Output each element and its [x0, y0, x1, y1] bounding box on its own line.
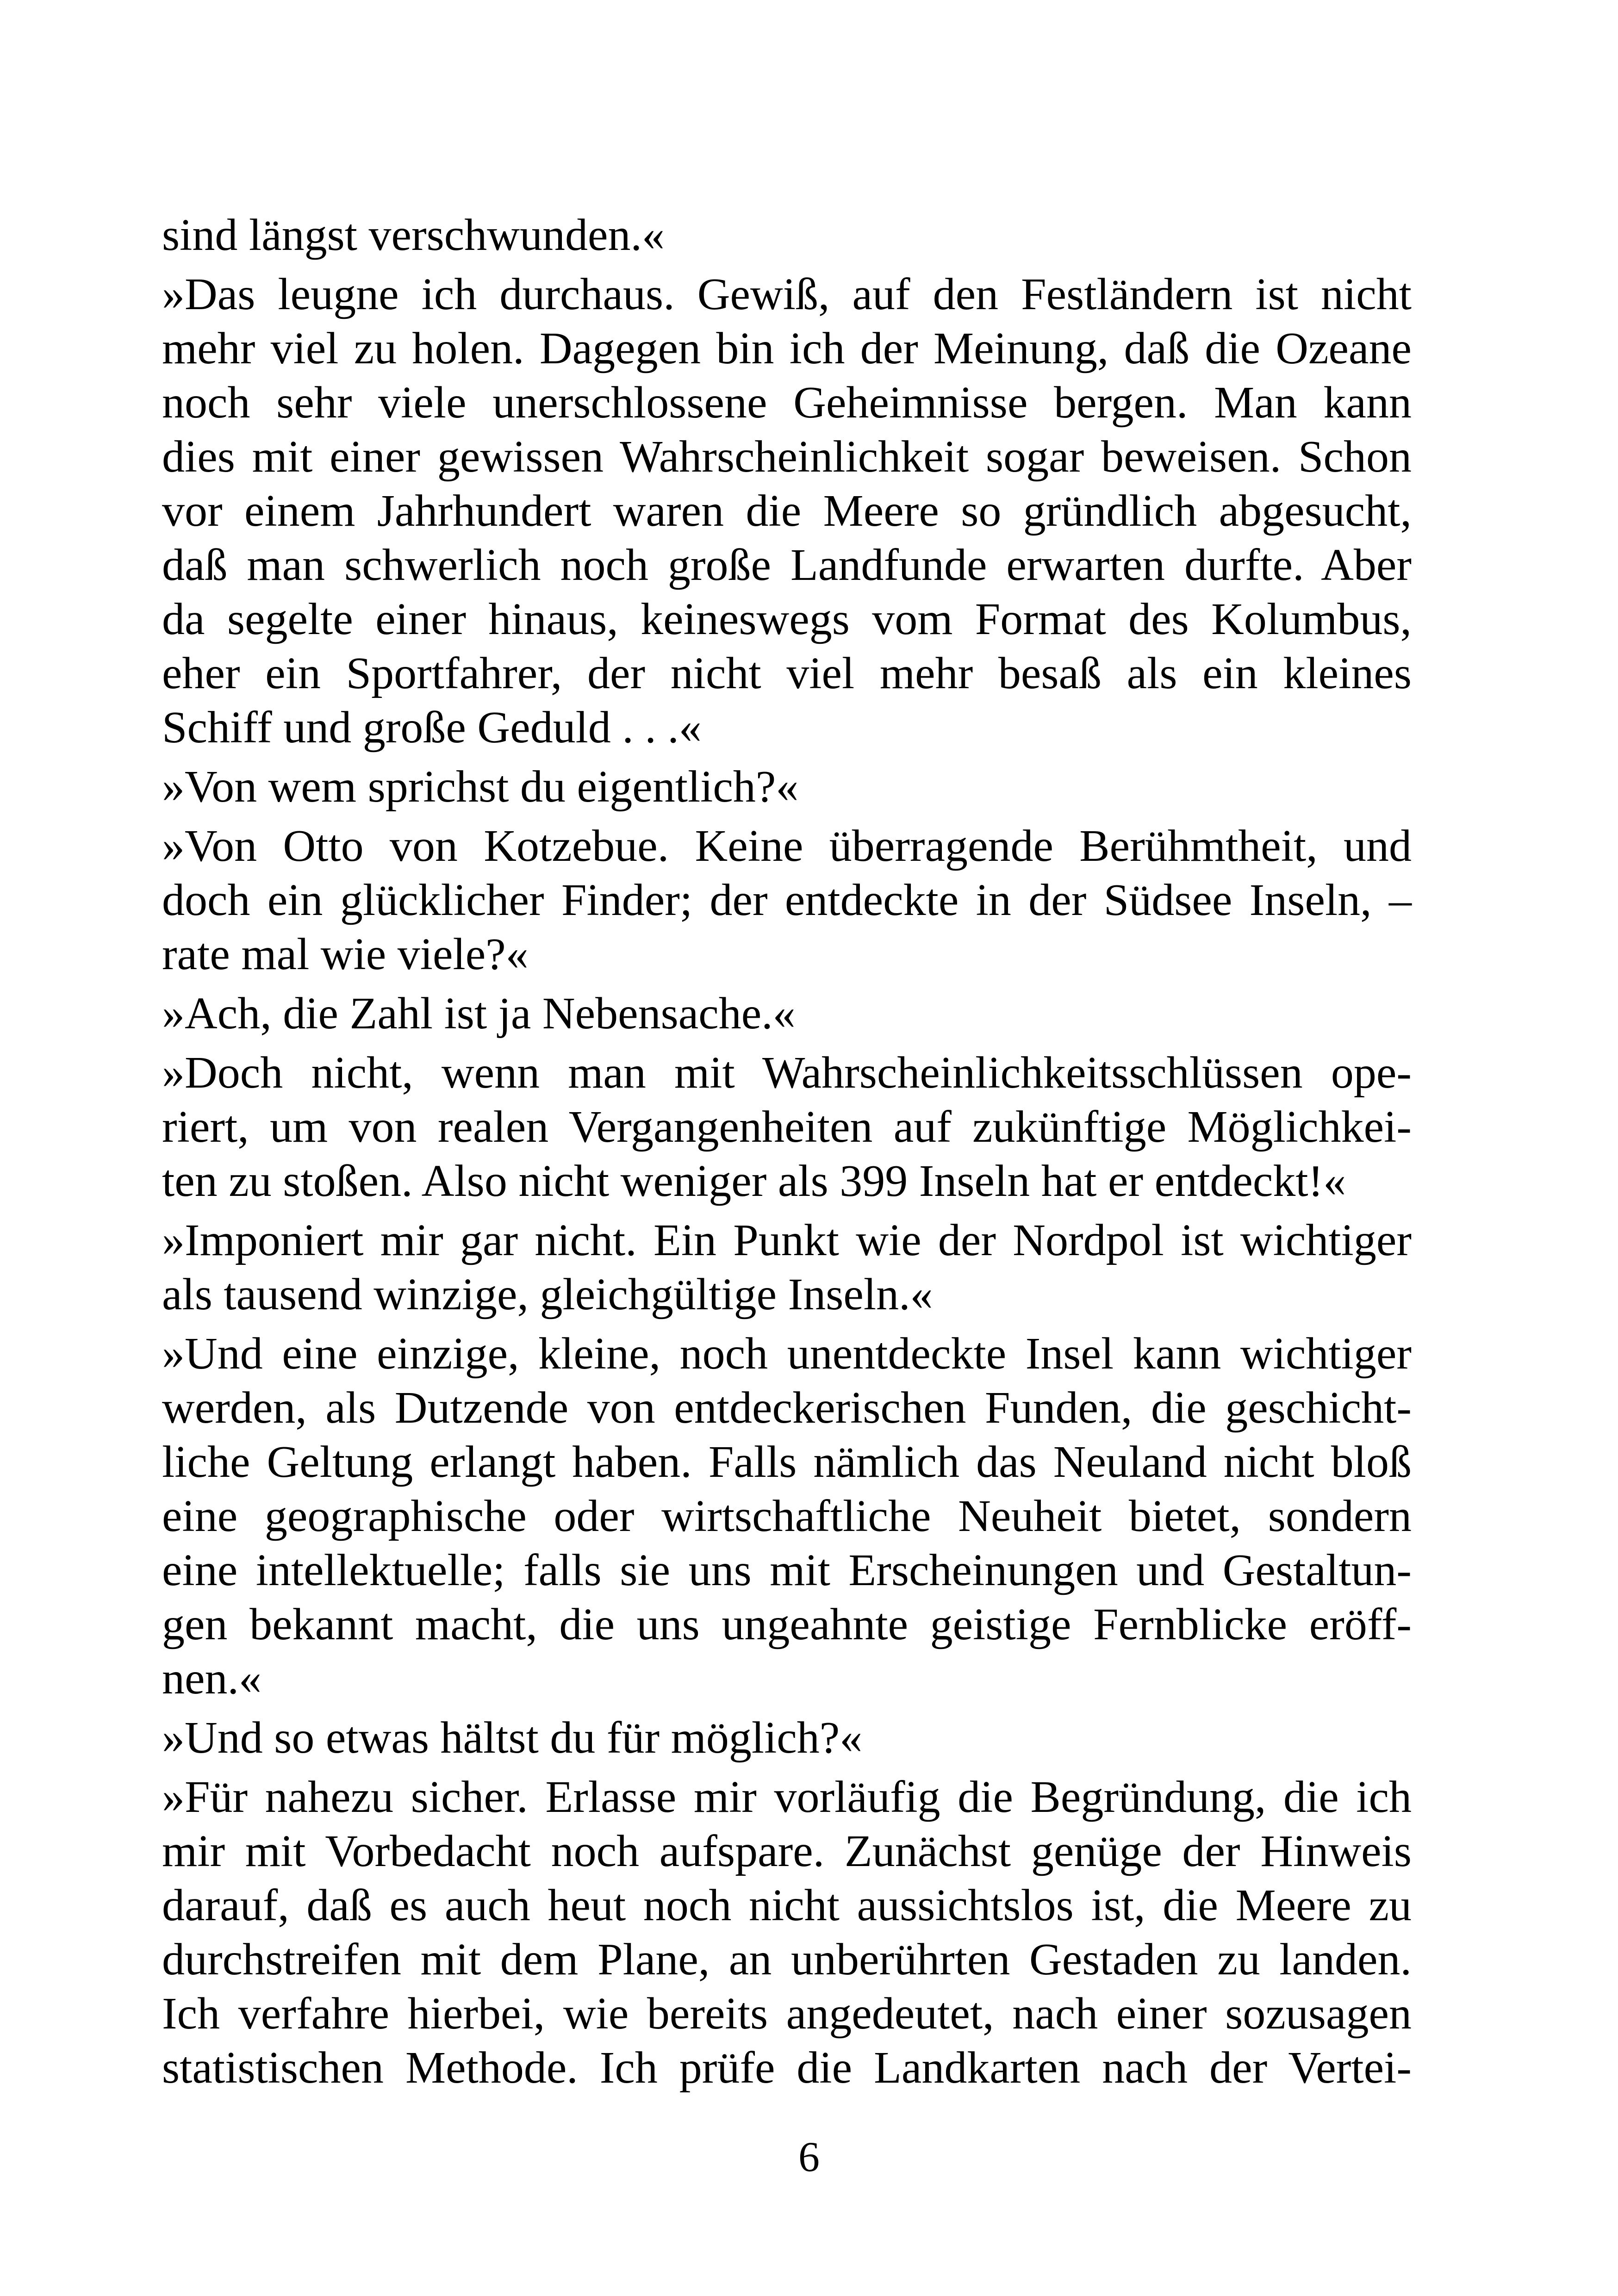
text-line: als tausend winzige, gleichgültige Inseln.«: [162, 1269, 933, 1319]
page-number: 6: [798, 2133, 820, 2180]
text-line: »Für nahezu sicher. Erlasse mir vorläufig die Begründung, die ich: [162, 1772, 1412, 1822]
text-line: durchstreifen mit dem Plane, an unberührten Gestaden zu landen.: [162, 1935, 1412, 1985]
paragraph: [162, 268, 1412, 755]
text-line: »Imponiert mir gar nicht. Ein Punkt wie der Nordpol ist wichtiger: [162, 1215, 1412, 1265]
text-line: noch sehr viele unerschlossene Geheimnisse bergen. Man kann: [162, 378, 1412, 428]
paragraph: [162, 1711, 1412, 1765]
text-line: Ich verfahre hierbei, wie bereits angedeutet, nach einer sozusagen: [162, 1989, 1412, 2039]
text-line: nen.«: [162, 1654, 261, 1704]
text-line: »Ach, die Zahl ist ja Nebensache.«: [162, 989, 796, 1039]
text-line: »Von Otto von Kotzebue. Keine überragende Berühmtheit, und: [162, 821, 1412, 871]
paragraph: [162, 1770, 1412, 2095]
text-line: sind längst verschwunden.«: [162, 210, 665, 260]
text-line: »Von wem sprichst du eigentlich?«: [162, 762, 799, 812]
text-line: »Und eine einzige, kleine, noch unentdeckte Insel kann wichtiger: [162, 1329, 1412, 1379]
paragraph: [162, 819, 1412, 982]
text-line: rate mal wie viele?«: [162, 929, 529, 979]
paragraph: [162, 208, 1412, 262]
text-line: mehr viel zu holen. Dagegen bin ich der Meinung, daß die Ozeane: [162, 324, 1412, 373]
text-line: eine geographische oder wirtschaftliche Neuheit bietet, sondern: [162, 1491, 1412, 1541]
text-line: »Das leugne ich durchaus. Gewiß, auf den Festländern ist nicht: [162, 269, 1412, 319]
text-line: daß man schwerlich noch große Landfunde erwarten durfte. Aber: [162, 540, 1412, 590]
paragraph: [162, 987, 1412, 1041]
text-line: riert, um von realen Vergangenheiten auf zukünftige Möglichkei-: [162, 1102, 1412, 1152]
text-line: vor einem Jahrhundert waren die Meere so gründlich abgesucht,: [162, 486, 1412, 536]
text-line: da segelte einer hinaus, keineswegs vom Format des Kolumbus,: [162, 594, 1412, 644]
text-line: Schiff und große Geduld . . .«: [162, 703, 702, 753]
text-line: doch ein glücklicher Finder; der entdeckte in der Südsee Inseln, –: [162, 875, 1412, 925]
paragraph: [162, 1327, 1412, 1706]
text-line: eine intellektuelle; falls sie uns mit Erscheinungen und Gestaltun-: [162, 1545, 1412, 1595]
text-line: eher ein Sportfahrer, der nicht viel mehr besaß als ein kleines: [162, 648, 1412, 698]
text-line: darauf, daß es auch heut noch nicht aussichtslos ist, die Meere zu: [162, 1880, 1412, 1930]
text-line: ten zu stoßen. Also nicht weniger als 399 Inseln hat er entdeckt!«: [162, 1156, 1346, 1206]
page-body: [162, 208, 1412, 2100]
text-line: liche Geltung erlangt haben. Falls nämlich das Neuland nicht bloß: [162, 1437, 1412, 1487]
text-line: »Doch nicht, wenn man mit Wahrscheinlichkeitsschlüssen ope-: [162, 1048, 1412, 1098]
text-line: statistischen Methode. Ich prüfe die Landkarten nach der Vertei-: [162, 2043, 1412, 2093]
text-line: dies mit einer gewissen Wahrscheinlichkeit sogar beweisen. Schon: [162, 432, 1412, 482]
text-line: »Und so etwas hältst du für möglich?«: [162, 1713, 863, 1763]
text-line: werden, als Dutzende von entdeckerischen Funden, die geschicht-: [162, 1383, 1412, 1433]
text-line: gen bekannt macht, die uns ungeahnte geistige Fernblicke eröff-: [162, 1599, 1412, 1649]
paragraph: [162, 1046, 1412, 1208]
paragraph: [162, 760, 1412, 814]
text-line: mir mit Vorbedacht noch aufspare. Zunächst genüge der Hinweis: [162, 1826, 1412, 1876]
paragraph: [162, 1213, 1412, 1322]
